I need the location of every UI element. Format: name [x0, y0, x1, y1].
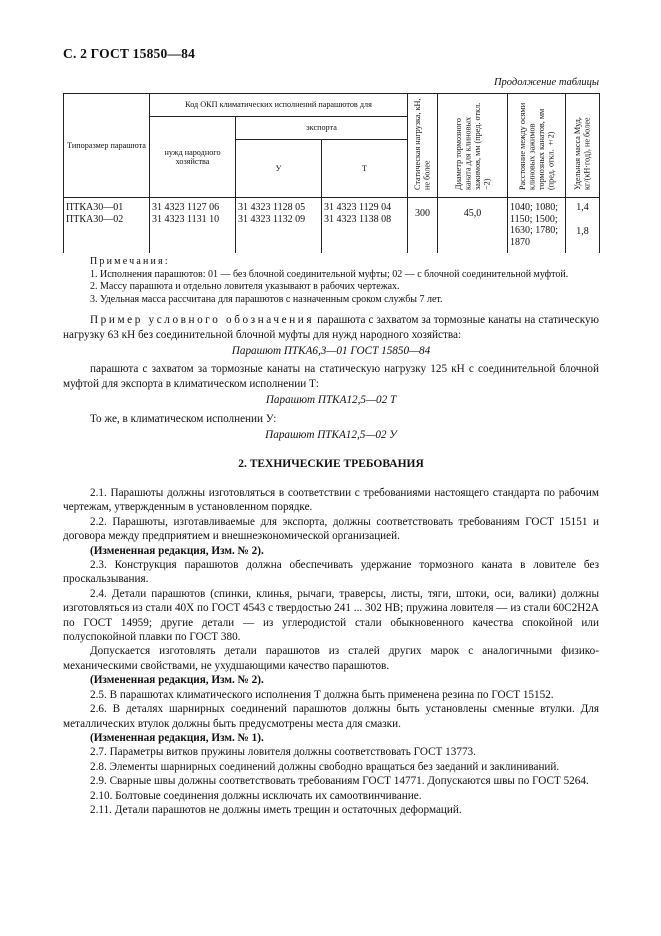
clause: Допускается изготовлять детали парашютов из сталей других марок с аналогичными физико-механическими свойствами, не ухудшающими качество парашютов. [63, 645, 599, 672]
header-load: Статическая нагрузка, кН, не более [408, 94, 438, 198]
cell-domestic: 31 4323 1127 06 31 4323 1131 10 [150, 198, 236, 254]
header-export: экспорта [236, 117, 408, 140]
amendment-note: (Измененная редакция, Изм. № 2). [90, 674, 264, 687]
cell-export-t: 31 4323 1129 04 31 4323 1138 08 [322, 198, 408, 254]
cell-type: ПТКА30—01 ПТКА30—02 [64, 198, 150, 254]
note-item: 2. Массу парашюта и отдельно ловителя указывают в рабочих чертежах. [90, 281, 400, 292]
clause: 2.1. Парашюты должны изготовляться в соответствии с требованиями настоящего стандарта по рабочим чертежам, утвержденным в установленном порядке. [63, 487, 599, 514]
cell-load: 300 [408, 198, 438, 254]
designation-3: Парашют ПТКА12,5—02 У [265, 428, 397, 441]
table-continuation-label: Продолжение таблицы [493, 77, 599, 88]
clause: 2.11. Детали парашютов не должны иметь трещин и остаточных деформаций. [90, 803, 462, 816]
cell-export-u: 31 4323 1128 05 31 4323 1132 09 [236, 198, 322, 254]
clause: 2.10. Болтовые соединения должны исключать их самоотвинчивание. [90, 789, 422, 802]
header-export-t: Т [322, 140, 408, 198]
clause: 2.3. Конструкция парашютов должна обеспечивать удержание тормозного каната в ловителе без проскальзывания. [63, 559, 599, 586]
header-type: Типоразмер парашюта [64, 94, 150, 198]
amendment-note: (Измененная редакция, Изм. № 2). [90, 544, 264, 557]
designation-2: Парашют ПТКА12,5—02 Т [265, 393, 397, 406]
header-diameter: Диаметр тормозного каната для клиновых зажимов, мм (пред. откл. −2) [438, 94, 508, 198]
table-notes [63, 256, 599, 306]
header-okp-group: Код ОКП климатических исполнений парашютов для [150, 94, 408, 117]
clause: 2.7. Параметры витков пружины ловителя должны соответствовать ГОСТ 13773. [90, 746, 476, 759]
section-title: 2. ТЕХНИЧЕСКИЕ ТРЕБОВАНИЯ [238, 458, 424, 470]
clause: 2.8. Элементы шарнирных соединений должны свободно вращаться без заеданий и заклиниваний. [90, 760, 560, 773]
clause: 2.2. Парашюты, изготавливаемые для экспорта, должны соответствовать требованиям ГОСТ 15151 и договора между предприятием и внешнеэкономической организацией. [63, 515, 599, 543]
designation-1: Парашют ПТКА6,3—01 ГОСТ 15850—84 [231, 344, 431, 357]
requirements-body [63, 486, 599, 817]
cell-distance: 1040; 1080; 1150; 1500; 1630; 1780; 1870 [508, 198, 566, 254]
clause: 2.9. Сварные швы должны соответствовать требованиям ГОСТ 14771. Допускаются швы по ГОСТ 5264. [90, 775, 589, 788]
example-paragraph: То же, в климатическом исполнении У: [90, 412, 277, 425]
parachute-spec-table [63, 93, 600, 253]
note-item: 3. Удельная масса рассчитана для парашютов с назначенным сроком службы 7 лет. [90, 293, 443, 305]
amendment-note: (Измененная редакция, Изм. № 1). [90, 731, 264, 744]
note-item: 1. Исполнения парашютов: 01 — без блочной соединительной муфты; 02 — с блочной соединительной муфтой. [90, 268, 569, 280]
clause: 2.4. Детали парашютов (спинки, клинья, рычаги, траверсы, листы, тяги, штоки, оси, валики) должны изготовляться из стали 40Х по ГОСТ 4543 с твердостью 241 ... 302 НВ; пружина ловителя — из стали 60С2Н2А по ГОСТ 14959; другие детали — из углеродистой стали обыкновенного качества спокойной или полуспокойной плавки по ГОСТ 380. [63, 587, 599, 644]
example-paragraph: Пример условного обозначения парашюта с захватом за тормозные канаты на статическую нагрузку 63 кН без соединительной блочной муфты для нужд народного хозяйства: [63, 314, 599, 341]
table-row [64, 198, 600, 254]
clause: 2.5. В парашютах климатического исполнения Т должна быть применена резина по ГОСТ 15152. [90, 688, 554, 701]
page-header: С. 2 ГОСТ 15850—84 [63, 46, 196, 61]
notes-title: Примечания: [90, 256, 170, 267]
clause: 2.6. В деталях шарнирных соединений парашютов должны быть установлены сменные втулки. Для металлических втулок должны быть предусмотрены места для смазки. [63, 703, 599, 730]
header-export-u: У [236, 140, 322, 198]
header-mass: Удельная масса Mуд, кг/(кН·год), не более [566, 94, 600, 198]
cell-mass: 1,4 1,8 [566, 198, 600, 254]
header-distance: Расстояние между осями клиновых зажимов тормозных канатов, мм (пред. откл. ±2) [508, 94, 566, 198]
cell-diameter: 45,0 [438, 198, 508, 254]
header-domestic: нужд народного хозяйства [150, 117, 236, 198]
designation-example [63, 313, 599, 446]
example-paragraph: парашюта с захватом за тормозные канаты на статическую нагрузку 125 кН с соединительной блочной муфтой для экспорта в климатическом исполнении Т: [63, 363, 599, 391]
